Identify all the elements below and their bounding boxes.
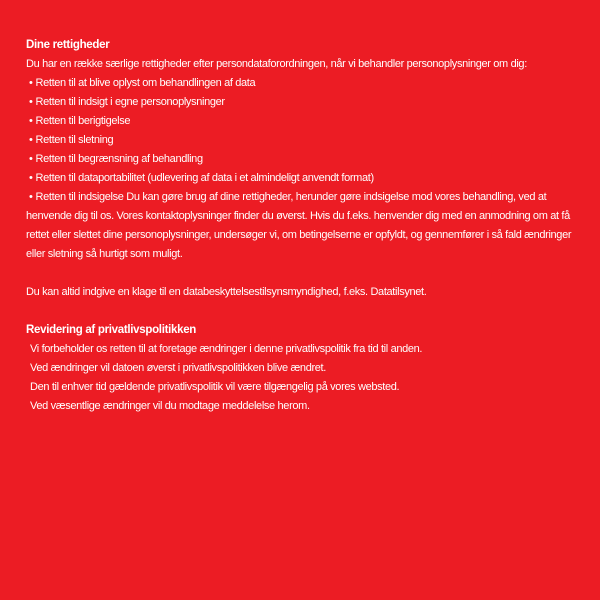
rights-list-item: • Retten til at blive oplyst om behandlingen af data [26, 74, 578, 93]
rights-intro: Du har en række særlige rettigheder efter persondataforordningen, når vi behandler personoplysninger om dig: [26, 58, 527, 70]
revision-line: Ved væsentlige ændringer vil du modtage meddelelse herom. [30, 400, 310, 412]
bullet-icon: • [29, 115, 33, 127]
bullet-icon: • [29, 134, 33, 146]
rights-list-item: • Retten til indsigelse Du kan gøre brug af dine rettigheder, herunder gøre indsigelse mod vores behandling, ved at henvende dig til os. Vores kontaktoplysninger finder du øverst. Hvis du f.eks. henvender dig med en anmodning om at få rettet eller slettet dine personoplysninger, undersøger vi, om betingelserne er opfyldt, og gennemfører i så fald ændringer eller sletning så hurtigt som muligt. [26, 191, 572, 260]
rights-list-item: • Retten til berigtigelse [26, 112, 578, 131]
rights-list-item: • Retten til begrænsning af behandling [26, 150, 578, 169]
revision-line: Vi forbeholder os retten til at foretage ændringer i denne privatlivspolitik fra tid til anden. [30, 343, 423, 355]
revision-section [26, 321, 578, 416]
revision-line: Den til enhver tid gældende privatlivspolitik vil være tilgængelig på vores websted. [30, 381, 400, 393]
spacer [26, 302, 578, 321]
bullet-icon: • [29, 153, 33, 165]
bullet-icon: • [29, 96, 33, 108]
privacy-policy-content [26, 36, 578, 416]
complaint-text: Du kan altid indgive en klage til en databeskyttelsestilsynsmyndighed, f.eks. Datatilsynet. [26, 286, 427, 298]
spacer [26, 264, 578, 283]
revision-lines [26, 340, 578, 416]
revision-line: Ved ændringer vil datoen øverst i privatlivspolitikken blive ændret. [30, 362, 326, 374]
bullet-icon: • [29, 191, 33, 203]
rights-heading: Dine rettigheder [26, 39, 110, 51]
rights-list-item: • Retten til dataportabilitet (udlevering af data i et almindeligt anvendt format) [26, 169, 578, 188]
bullet-icon: • [29, 172, 33, 184]
rights-list-item: • Retten til sletning [26, 131, 578, 150]
revision-heading: Revidering af privatlivspolitikken [26, 324, 197, 336]
bullet-icon: • [29, 77, 33, 89]
rights-section [26, 36, 578, 302]
rights-list-item: • Retten til indsigt i egne personoplysninger [26, 93, 578, 112]
rights-list [26, 74, 578, 264]
